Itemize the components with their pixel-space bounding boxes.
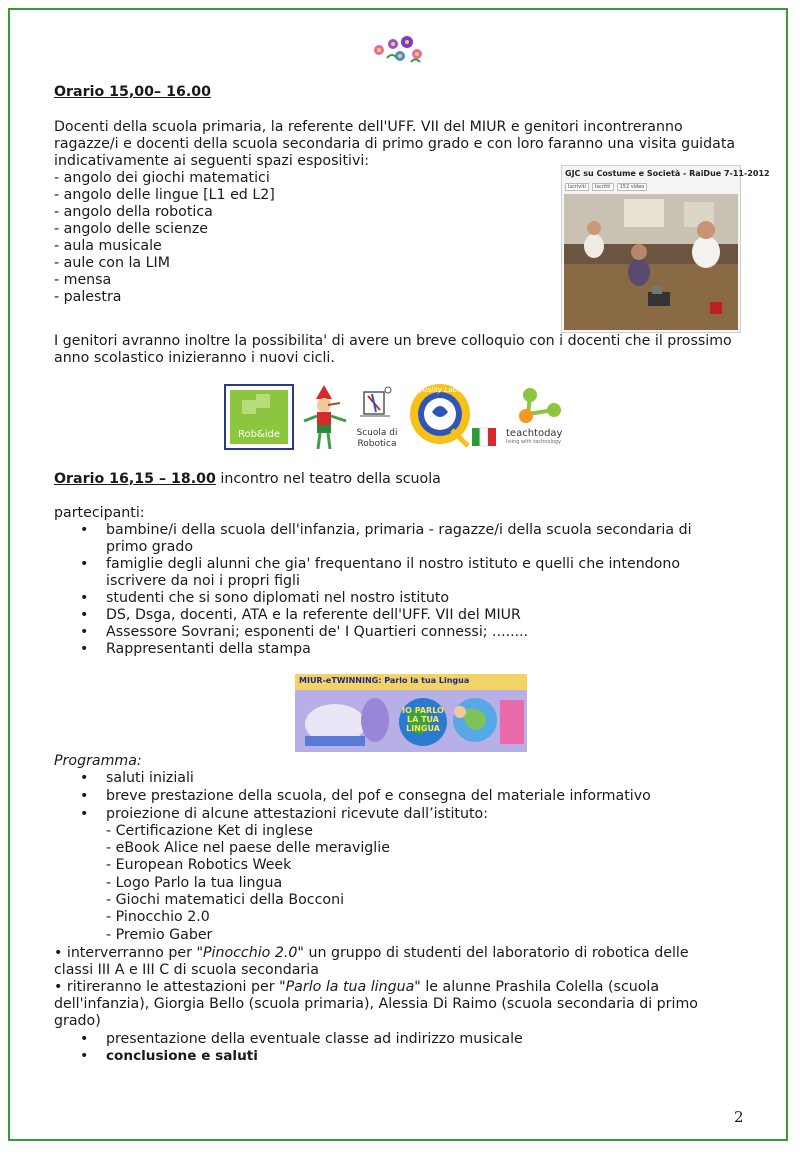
section2-header-rest: incontro nel teatro della scuola xyxy=(215,471,441,487)
banner-title: MIUR-eTWINNING: Parlo la tua Lingua xyxy=(299,676,470,685)
teachtoday-molecule-icon xyxy=(506,386,576,424)
video-tab[interactable]: Iscriviti xyxy=(565,183,589,191)
bullet-dot: • xyxy=(80,1048,89,1064)
bullet-dot: • xyxy=(80,556,89,572)
after-line-1: I genitori avranno inoltre la possibilita' di avere un breve colloquio con i docenti che il prossimo xyxy=(54,333,732,349)
participant-item: famiglie degli alunni che gia' frequentano il nostro istituto e quelli che intendono xyxy=(106,556,681,572)
banner-center-text xyxy=(399,706,447,733)
ritireranno-text-a: • ritireranno le attestazioni per " xyxy=(54,979,286,995)
intro-line-1: Docenti della scuola primaria, la referente dell'UFF. VII del MIUR e genitori incontreranno xyxy=(54,119,683,135)
bullet-dot: • xyxy=(80,1031,89,1047)
teachtoday-sub: living with technology xyxy=(506,439,562,445)
teachtoday-logo xyxy=(506,386,576,450)
bullet-dot: • xyxy=(80,770,89,786)
interverranno-text-b: un gruppo di studenti del laboratorio di robotica delle xyxy=(303,945,689,961)
interverranno-line-2: classi III A e III C di scuola secondaria xyxy=(54,962,319,978)
pinocchio-logo xyxy=(298,383,350,453)
scuola-robotica-label-1: Scuola di xyxy=(356,428,398,438)
bullet-dot: • xyxy=(80,590,89,606)
video-tab[interactable]: 152 video xyxy=(617,183,648,191)
video-frame-image xyxy=(564,194,738,330)
ritireranno-line-2: dell'infanzia), Giorgia Bello (scuola primaria), Alessia Di Raimo (scuola secondaria di primo xyxy=(54,996,698,1012)
bullet-dot: • xyxy=(80,788,89,804)
attestazione-item: - Certificazione Ket di inglese xyxy=(106,823,313,839)
space-item: - mensa xyxy=(54,272,112,288)
video-thumbnail[interactable] xyxy=(561,165,770,333)
intro-line-2: ragazze/i e docenti della scuola secondaria di primo grado e con loro faranno una visita guidata xyxy=(54,136,736,152)
participant-item-cont: iscrivere da noi i propri figli xyxy=(106,573,300,589)
banner-center-line: IO PARLO xyxy=(402,706,444,715)
video-tab[interactable]: Iscritti xyxy=(592,183,614,191)
banner-center-line: LA TUA xyxy=(407,715,439,724)
after-line-2: anno scolastico inizieranno i nuovi cicli. xyxy=(54,350,335,366)
interverranno-line xyxy=(54,945,689,962)
attestazione-item: - European Robotics Week xyxy=(106,857,292,873)
interverranno-text-a: • interverranno per xyxy=(54,945,197,961)
programma-item: saluti iniziali xyxy=(106,770,194,786)
participant-item-cont: primo grado xyxy=(106,539,194,555)
ritireranno-title: Parlo la tua lingua" xyxy=(285,979,421,995)
space-item: - palestra xyxy=(54,289,122,305)
space-item: - aula musicale xyxy=(54,238,162,254)
banner-center-line: LINGUA xyxy=(406,724,440,733)
attestazione-item: - Giochi matematici della Bocconi xyxy=(106,892,345,908)
programma-final-item: presentazione della eventuale classe ad indirizzo musicale xyxy=(106,1031,523,1047)
scuola-robotica-label-2: Robotica xyxy=(357,439,397,449)
robotide-label: Rob&ide xyxy=(237,429,281,440)
parlo-lingua-banner xyxy=(295,674,527,752)
ritireranno-line-3: grado) xyxy=(54,1013,101,1029)
robotide-logo xyxy=(224,384,294,450)
video-title: GJC su Costume e Società - RaiDue 7-11-2012 xyxy=(565,169,770,178)
space-item: - angolo della robotica xyxy=(54,204,213,220)
bullet-dot: • xyxy=(80,806,89,822)
participant-item: bambine/i della scuola dell'infanzia, primaria - ragazze/i della scuola secondaria di xyxy=(106,522,692,538)
ritireranno-text-b: le alunne Prashila Colella (scuola xyxy=(420,979,660,995)
programma-label: Programma: xyxy=(54,753,142,769)
space-item: - aule con la LIM xyxy=(54,255,170,271)
bullet-dot: • xyxy=(80,522,89,538)
ritireranno-line xyxy=(54,979,659,996)
programma-item: breve prestazione della scuola, del pof e consegna del materiale informativo xyxy=(106,788,651,804)
space-item: - angolo delle scienze xyxy=(54,221,209,237)
bullet-dot: • xyxy=(80,607,89,623)
participant-item: Rappresentanti della stampa xyxy=(106,641,311,657)
quality-label-text: Quality Label xyxy=(416,386,464,394)
interverranno-title: "Pinocchio 2.0" xyxy=(196,945,304,961)
attestazione-item: - Logo Parlo la tua lingua xyxy=(106,875,283,891)
robotica-sketch-icon xyxy=(352,384,402,424)
programma-final-item: conclusione e saluti xyxy=(106,1048,258,1064)
participant-item: DS, Dsga, docenti, ATA e la referente dell'UFF. VII del MIUR xyxy=(106,607,521,623)
page-number: 2 xyxy=(734,1108,744,1126)
attestazione-item: - Premio Gaber xyxy=(106,927,213,943)
bullet-dot: • xyxy=(80,624,89,640)
teachtoday-label: teachtoday xyxy=(506,428,563,439)
scuola-robotica-logo xyxy=(352,384,402,452)
participants-label: partecipanti: xyxy=(54,505,145,521)
participant-item: Assessore Sovrani; esponenti de' I Quartieri connessi; ........ xyxy=(106,624,529,640)
section1-header: Orario 15,00– 16.00 xyxy=(54,84,211,100)
programma-item: proiezione di alcune attestazioni ricevute dall’istituto: xyxy=(106,806,489,822)
flower-ornament-icon xyxy=(367,34,431,66)
section2-header: Orario 16,15 – 18.00 xyxy=(54,471,216,487)
attestazione-item: - Pinocchio 2.0 xyxy=(106,909,210,925)
intro-line-3: indicativamente ai seguenti spazi espositivi: xyxy=(54,153,370,169)
participant-item: studenti che si sono diplomati nel nostro istituto xyxy=(106,590,450,606)
space-item: - angolo delle lingue [L1 ed L2] xyxy=(54,187,275,203)
section2-header-line xyxy=(54,471,441,488)
attestazione-item: - eBook Alice nel paese delle meraviglie xyxy=(106,840,390,856)
space-item: - angolo dei giochi matematici xyxy=(54,170,270,186)
bullet-dot: • xyxy=(80,641,89,657)
